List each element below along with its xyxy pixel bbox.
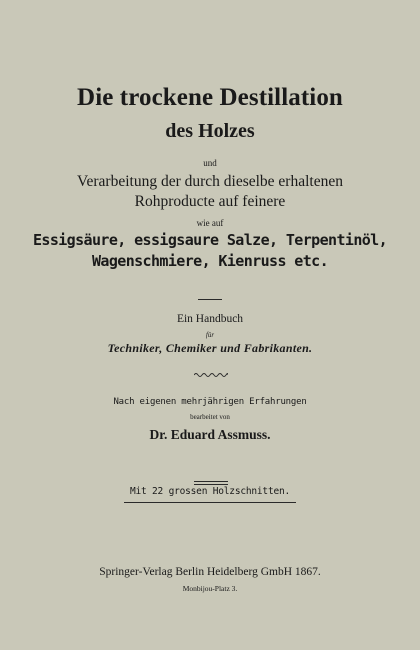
handbook-label: Ein Handbuch — [176, 313, 244, 325]
book-title-line-1: Die trockene Destillation — [77, 84, 343, 111]
handbook-fuer: für — [205, 331, 215, 339]
connector-wie-auf: wie auf — [196, 218, 224, 228]
subtitle-line-2: Rohproducte auf feinere — [134, 193, 286, 210]
illustrations-note: Mit 22 grossen Holzschnitten. — [129, 486, 291, 497]
illustrations-underline — [124, 502, 296, 503]
publisher-line: Springer-Verlag Berlin Heidelberg GmbH 1867. — [99, 566, 321, 578]
subtitle-line-1: Verarbeitung der durch dieselbe erhaltenen — [77, 173, 343, 190]
double-rule-top — [194, 481, 228, 482]
connector-und: und — [203, 158, 217, 168]
products-line-1: Essigsäure, essigsaure Salze, Terpentinöl, — [32, 231, 388, 249]
author-name: Dr. Eduard Assmuss. — [149, 427, 271, 442]
experience-line: Nach eigenen mehrjährigen Erfahrungen — [113, 397, 307, 407]
wavy-ornament — [194, 372, 228, 378]
edited-by-line: bearbeitet von — [190, 413, 230, 421]
products-line-2: Wagenschmiere, Kienruss etc. — [91, 252, 329, 270]
divider-rule — [198, 299, 222, 300]
double-rule-bottom — [194, 484, 228, 485]
handbook-audience: Techniker, Chemiker und Fabrikanten. — [107, 341, 313, 355]
publisher-address: Monbijou-Platz 3. — [182, 584, 238, 593]
book-title-line-2: des Holzes — [165, 120, 255, 142]
